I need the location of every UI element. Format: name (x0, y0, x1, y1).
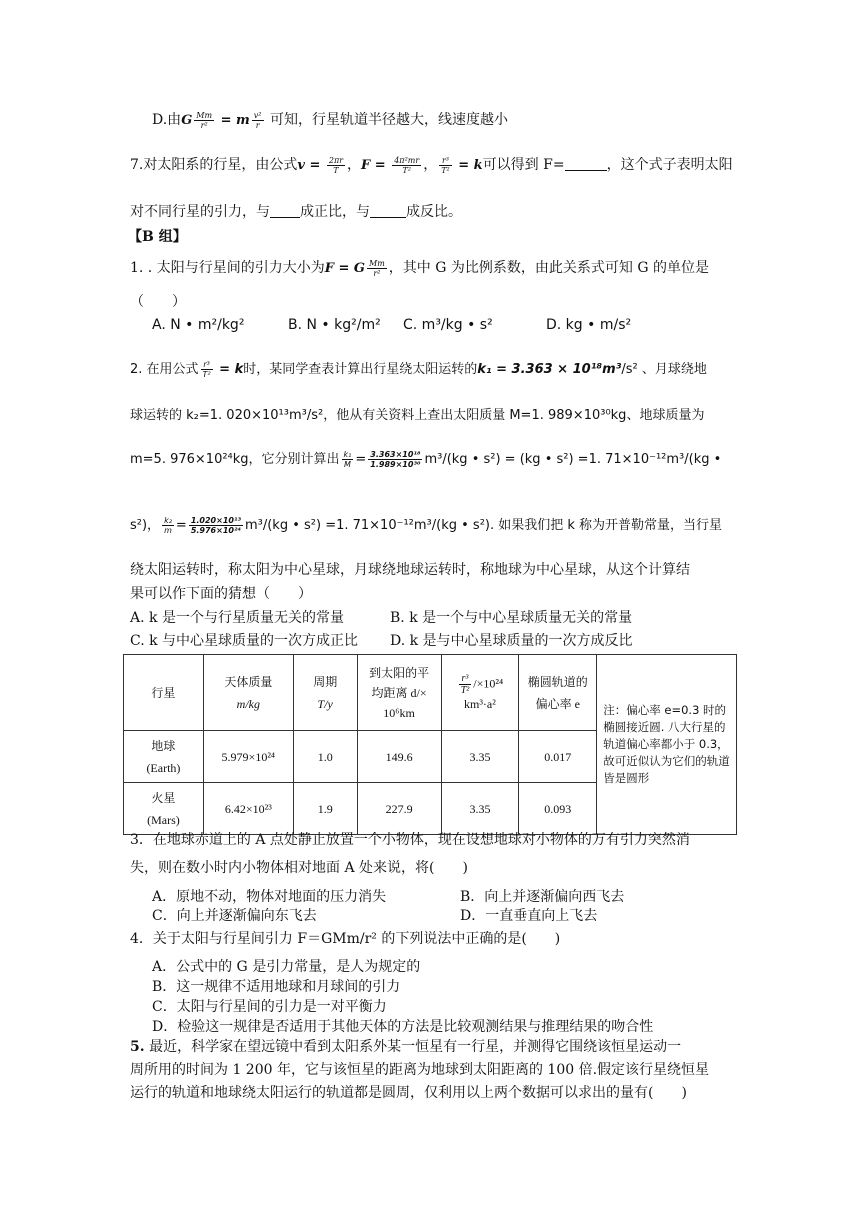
option-d-suffix: 可知，行星轨道半径越大，线速度越小 (265, 112, 508, 128)
b2-option-b[interactable]: B. k 是一个与中心星球质量无关的常量 (390, 610, 633, 626)
b1-answer-paren: （ ） (130, 294, 186, 310)
b3-option-b[interactable]: B．向上并逐渐偏向西飞去 (460, 889, 625, 905)
q7-answer-blank-3[interactable] (370, 203, 406, 218)
question-b2-line-4: s²)， $\frac{\text{k₂}}{m}$ = $\frac{\text{1.020×10¹³}}{\text{5.976×10²⁴}}$ m³/(kg • s²) =1. 71×10⁻¹²m³/(kg • s²). 如果我们把 k 称为开普勒常量，当行星 (130, 516, 723, 535)
b1-option-c[interactable]: C. m³/kg • s² (403, 317, 493, 333)
question-b3-line-1: 3．在地球赤道上的 A 点处静止放置一个小物体，现在设想地球对小物体的万有引力突然消 (130, 832, 690, 848)
row-mars-name: 火星 (Mars) (124, 783, 204, 835)
b5-number: 5. (130, 1039, 145, 1055)
header-eccentricity: 椭圆轨道的 偏心率 e (519, 655, 597, 731)
fraction-v2-r: $\frac{\text{v²}}{r}$ (253, 110, 262, 130)
row-earth-ratio: 3.35 (441, 731, 519, 783)
b2-text-c: /s² 、月球绕地 (621, 362, 707, 377)
row-mars-ratio: 3.35 (441, 783, 519, 835)
table-header-row (124, 655, 737, 731)
b4-option-b[interactable]: B．这一规律不适用地球和月球间的引力 (152, 979, 401, 995)
question-7-line-2 (130, 202, 462, 222)
row-earth-distance: 149.6 (357, 731, 441, 783)
b2-text-f: s²)， (130, 518, 161, 533)
option-d-prefix: D.由 (152, 112, 182, 128)
header-period: 周期 T/y (293, 655, 357, 731)
question-b2-line-3: m=5. 976×10²⁴kg，它分别计算出 $\frac{\text{k₁}}{M}$ = $\frac{\text{3.363×10¹⁸}}{\text{1.989×10³⁰}}$ m³/(kg • s²) = (kg • s²) =1. 71×10⁻¹²m³/(kg • (130, 450, 722, 469)
b2-fraction-r3-t2: $\frac{\text{r³}}{\text{T²}}$ (202, 360, 211, 379)
row-earth-eccentricity: 0.017 (519, 731, 597, 783)
b1-option-d[interactable]: D. kg • m/s² (546, 317, 632, 333)
b2-text-a: 2. 在用公式 (130, 362, 199, 377)
row-mars-mass: 6.42×10²³ (203, 783, 293, 835)
b2-fraction-value-2: $\frac{\text{1.020×10¹³}}{\text{5.976×10²⁴}}$ (190, 516, 241, 535)
question-b5-line-3: 运行的轨道和地球绕太阳运行的轨道都是圆周，仅利用以上两个数据可以求出的量有( ) (130, 1085, 687, 1101)
b1-text-a: 1. . 太阳与行星间的引力大小为 (130, 260, 325, 276)
b1-formula: F = G (324, 261, 365, 276)
planet-data-table (123, 654, 737, 835)
b2-formula-k: = k (214, 362, 244, 377)
b2-fraction-value-1: $\frac{\text{3.363×10¹⁸}}{\text{1.989×10³⁰}}$ (370, 450, 421, 469)
b3-option-c[interactable]: C．向上并逐渐偏向东飞去 (152, 908, 317, 924)
row-earth-period: 1.0 (293, 731, 357, 783)
question-b5-line-2: 周所用的时间为 1 200 年，它与该恒星的距离为地球到太阳距离的 100 倍.假定该行星绕恒星 (130, 1062, 710, 1078)
q7-formula-f: F = (361, 158, 391, 173)
b2-fraction-k1-m: $\frac{\text{k₁}}{M}$ (343, 450, 352, 469)
question-b1-line-1 (130, 258, 709, 279)
row-earth-name: 地球 (Earth) (124, 731, 204, 783)
b2-k1-value: k₁ = 3.363 × 10¹⁸m³ (477, 362, 622, 377)
b4-option-c[interactable]: C．太阳与行星间的引力是一对平衡力 (152, 999, 387, 1015)
q7-text-e: 成正比，与 (300, 204, 370, 220)
row-mars-eccentricity: 0.093 (519, 783, 597, 835)
q7-answer-blank-2[interactable] (270, 203, 300, 218)
b2-fraction-k2-m: $\frac{\text{k₂}}{m}$ (164, 516, 172, 535)
header-ratio: $\frac{\text{r³}}{\text{T²}}$ /×10²⁴ km³·a² (441, 655, 519, 731)
question-b3-line-2: 失，则在数小时内小物体相对地面 A 处来说，将( ) (130, 860, 468, 876)
question-6-option-d (152, 110, 508, 131)
q7-text-c: ，这个式子表明太阳 (606, 157, 733, 173)
q7-fraction-2pir-t: $\frac{2\pi r}{T}$ (328, 155, 344, 175)
question-b2-line-6: 果可以作下面的猜想（ ） (130, 586, 312, 602)
question-7-line-1: 7.对太阳系的行星，由公式v = $\frac{2\pi r}{T}$ ，F = $\frac{\text{4π²mr}}{\text{T²}}$ ， $\frac{\text{r³}}{\text{T²}}$ = k可以得到 F= ，这个式子表明太阳 (130, 155, 733, 175)
q7-text-f: 成反比。 (406, 204, 462, 220)
q7-text-b: 可以得到 F= (482, 157, 565, 173)
b1-option-a[interactable]: A. N • m²/kg² (152, 317, 245, 333)
b1-option-b[interactable]: B. N • kg²/m² (288, 317, 381, 333)
formula-equals-m: = m (216, 113, 250, 128)
gravity-formula-g: G (181, 113, 193, 128)
header-planet: 行星 (124, 655, 204, 731)
row-mars-period: 1.9 (293, 783, 357, 835)
b2-text-e: m³/(kg • s²) = (kg • s²) =1. 71×10⁻¹²m³/(kg • (424, 452, 722, 467)
header-mass: 天体质量 m/kg (203, 655, 293, 731)
question-b2-line-5: 绕太阳运转时，称太阳为中心星球，月球绕地球运转时，称地球为中心星球，从这个计算结 (130, 562, 690, 578)
row-earth-mass: 5.979×10²⁴ (203, 731, 293, 783)
question-b4-line-1: 4．关于太阳与行星间引力 F＝GMm/r² 的下列说法中正确的是( ) (130, 931, 561, 947)
header-distance: 到太阳的平 均距离 d/× 10⁶km (357, 655, 441, 731)
b3-option-d[interactable]: D．一直垂直向上飞去 (460, 908, 598, 924)
b2-text-g: m³/(kg • s²) =1. 71×10⁻¹²m³/(kg • s²). 如果我们把 k 称为开普勒常量，当行星 (244, 518, 723, 533)
question-b2-line-2: 球运转的 k₂=1. 020×10¹³m³/s²，他从有关资料上查出太阳质量 M=1. 989×10³⁰kg、地球质量为 (130, 408, 705, 423)
q7-formula-v: v = (297, 158, 325, 173)
fraction-mm-r2: $\frac{Mm}{\text{r²}}$ (196, 110, 213, 130)
table-note: 注：偏心率 e=0.3 时的椭圆接近圆. 八大行星的轨道偏心率都小于 0.3，故可近似认为它们的轨道皆是圆形 (597, 655, 737, 835)
b5-text-1: 最近，科学家在望远镜中看到太阳系外某一恒星有一行星，并测得它围绕该恒星运动一 (144, 1039, 682, 1055)
b3-option-a[interactable]: A．原地不动，物体对地面的压力消失 (152, 889, 387, 905)
q7-text-d: 对不同行星的引力，与 (130, 204, 270, 220)
b2-option-a[interactable]: A. k 是一个与行星质量无关的常量 (130, 610, 344, 626)
group-b-heading: 【B 组】 (128, 229, 187, 245)
question-b5-line-1 (130, 1037, 681, 1057)
b2-option-d[interactable]: D. k 是与中心星球质量的一次方成反比 (390, 633, 633, 649)
q7-answer-blank-1[interactable] (565, 156, 607, 171)
b2-text-b: 时，某同学查表计算出行星绕太阳运转的 (243, 362, 478, 377)
q7-fraction-4pi2mr-t2: $\frac{\text{4π²mr}}{\text{T²}}$ (394, 155, 420, 175)
q7-fraction-r3-t2: $\frac{\text{r³}}{\text{T²}}$ (441, 155, 450, 175)
row-mars-distance: 227.9 (357, 783, 441, 835)
q7-text-a: 7.对太阳系的行星，由公式 (130, 157, 298, 173)
b2-text-d: m=5. 976×10²⁴kg，它分别计算出 (130, 452, 340, 467)
b4-option-d[interactable]: D．检验这一规律是否适用于其他天体的方法是比较观测结果与推理结果的吻合性 (152, 1019, 654, 1035)
b1-fraction-mm-r2: $\frac{Mm}{\text{r²}}$ (369, 258, 385, 278)
question-b2-line-1 (130, 360, 707, 380)
b4-option-a[interactable]: A．公式中的 G 是引力常量，是人为规定的 (152, 959, 421, 975)
q7-formula-k: = k (453, 158, 483, 173)
b1-text-b: ，其中 G 为比例系数，由此关系式可知 G 的单位是 (388, 260, 709, 276)
b2-option-c[interactable]: C. k 与中心星球质量的一次方成正比 (130, 633, 359, 649)
